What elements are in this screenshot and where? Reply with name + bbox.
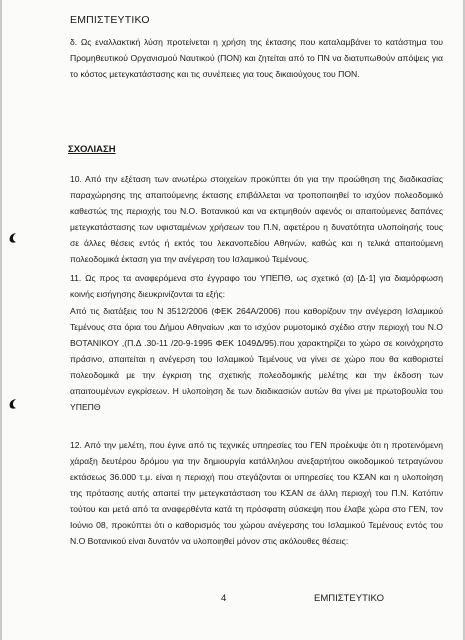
page-number: 4 bbox=[221, 593, 227, 604]
paragraph-10: 10. Από την εξέταση των ανωτέρω στοιχείων προκύπτει ότι για την προώθηση της διαδικασίας παραχώρησης της απαιτούμενης έκτασης επιβάλλεται να τροποποιηθεί το ισχύον πολεοδομικό καθεστώς της περιοχής του Ν.Ο. Βοτανικού και να εκτιμηθούν αφενός οι απαιτούμενες δαπάνες μετεγκατάστασης των υφισταμένων χρήσεων του Π.Ν, αφετέρου η δυνατότητα υλοποίησής τους σε άλλες θέσεις εντός ή εκτός του λεκανοπεδίου Αθηνών, καθώς και η τελικά απαιτούμενη πολεοδομικά έκταση για την ανέγερση του Ισλαμικού Τεμένους. bbox=[70, 174, 443, 264]
paragraph-11: 11. Ως προς τα αναφερόμενα στο έγγραφο του ΥΠΕΠΘ, ως σχετικό (α) [Δ-1] για διαμόρφωση κοινής εισήγησης διευκρινίζονται τα εξής: bbox=[70, 273, 443, 299]
confidential-header: ΕΜΠΙΣΤΕΥΤΙΚΟ bbox=[70, 14, 150, 26]
paragraph-11a: Από τις διατάξεις του Ν 3512/2006 (ΦΕΚ 264Α/2006) που καθορίζουν την ανέγερση Ισλαμικού Τεμένους στα όρια του Δήμου Αθηναίων ,και το ισχύον ρυμοτομικό σχέδιο στην περιοχή του Ν.Ο ΒΟΤΑΝΙΚΟΥ ,(Π.Δ .30-11 /20-9-1995 ΦΕΚ 1049Δ/95).που χαρακτηρίζει το χώρο σε κοινόχρηστο πράσινο, απαιτείται η ανέγερση του Ισλαμικού Τεμένους να γίνει σε χώρο που θα καθοριστεί πολεοδομικά με την έγκριση της σχετικής πολεοδομικής μελέτης και την έκδοση των απαιτουμένων εγκρίσεων. Η υλοποίηση δε των διαδικασιών αυτών θα γίνει με πρωτοβουλία του ΥΠΕΠΘ bbox=[70, 306, 443, 412]
section-heading: ΣΧΟΛΙΑΣΗ bbox=[68, 144, 116, 155]
punch-hole-mark bbox=[8, 232, 18, 244]
punch-hole-mark bbox=[8, 398, 18, 410]
paragraph-12: 12. Από την μελέτη, που έγινε από τις τεχνικές υπηρεσίες του ΓΕΝ προέκυψε ότι η προτεινόμενη χάραξη δευτέρου δρόμου για την δημιουργία κατάλληλου ανεξαρτήτου οικοδομικού τετραγώνου εκτάσεως 36.000 τ.μ. είναι η περιοχή που στεγάζονται οι υπηρεσίες του ΚΣΑΝ και η υλοποίηση της πρότασης αυτής απαιτεί την μετεγκατάσταση του ΚΣΑΝ σε άλλη περιοχή του Π.Ν. Κατόπιν τούτου και μετά από τα αναφερθέντα κατά τη πρόσφατη σύσκεψη που έλαβε χώρα στο ΓΕΝ, τον Ιούνιο 08, προκύπτει ότι ο καθορισμός του χώρου ανέγερσης του Ισλαμικού Τεμένους εντός του Ν.Ο Βοτανικού είναι δυνατόν να υλοποιηθεί μόνον στις ακόλουθες θέσεις: bbox=[70, 440, 443, 546]
scan-edge-left bbox=[0, 0, 2, 640]
confidential-footer: ΕΜΠΙΣΤΕΥΤΙΚΟ bbox=[314, 593, 384, 604]
paragraph-d: δ. Ως εναλλακτική λύση προτείνεται η χρήση της έκτασης που καταλαμβάνει το κατάστημα του Προμηθευτικού Οργανισμού Ναυτικού (ΠΟΝ) και ζητείται από το ΠΝ να διατυπωθούν απόψεις για το κόστος μετεγκατάστασης και τις συνέπειες για τους δικαιούχους του ΠΟΝ. bbox=[70, 37, 443, 79]
